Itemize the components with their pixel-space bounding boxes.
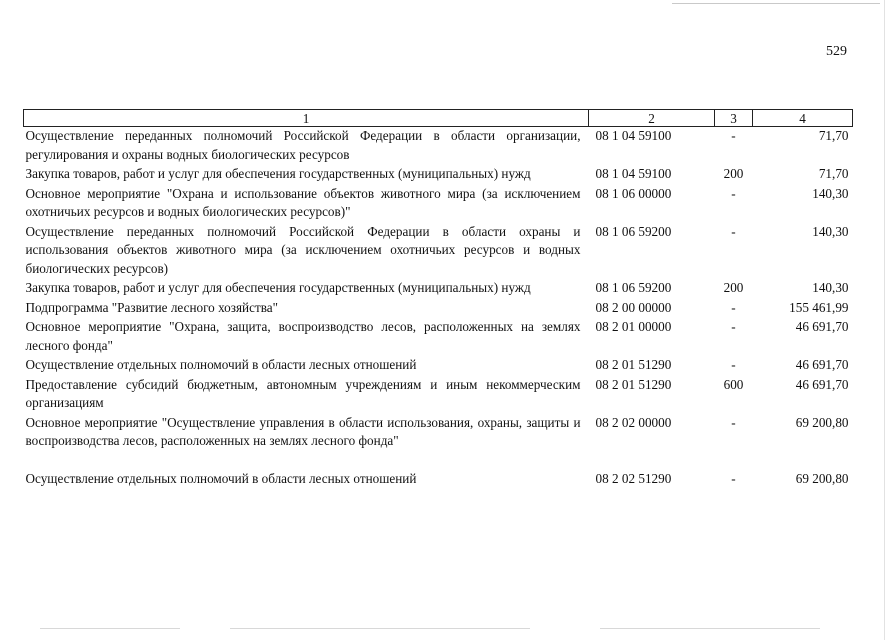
- table-row: [24, 414, 853, 452]
- row-type: -: [731, 128, 736, 143]
- row-code: 08 1 06 59200: [595, 280, 672, 295]
- row-name: Закупка товаров, работ и услуг для обеспечения государственных (муниципальных) нужд: [25, 166, 531, 181]
- page-number: 529: [826, 44, 847, 59]
- row-type: 600: [723, 376, 744, 392]
- row-sum: 155 461,99: [789, 299, 849, 315]
- table-row: [24, 223, 853, 280]
- budget-table: [23, 109, 853, 489]
- row-sum: 140,30: [812, 223, 849, 239]
- row-code: 08 2 02 51290: [595, 470, 672, 486]
- row-name: Основное мероприятие "Осуществление управления в области использования, охраны, защиты и воспроизводства лесов, расположенных на землях лесного фонда": [25, 414, 581, 448]
- row-type: 200: [723, 166, 744, 181]
- row-name: Осуществление переданных полномочий Российской Федерации в области организации, регулирования и охраны водных биологических ресурсов: [25, 128, 581, 162]
- row-name: Основное мероприятие "Охрана, защита, воспроизводство лесов, расположенных на землях лесного фонда": [25, 319, 581, 353]
- scan-noise: [40, 628, 180, 629]
- table-row: [24, 279, 853, 299]
- table-row: [24, 127, 853, 166]
- row-name: Осуществление отдельных полномочий в области лесных отношений: [25, 357, 417, 372]
- row-code: 08 1 04 59100: [595, 128, 672, 143]
- column-header-type: 3: [715, 110, 753, 127]
- row-code: 08 2 02 00000: [595, 414, 672, 430]
- table-row: [24, 185, 853, 223]
- table-row: [24, 165, 853, 185]
- table-row: [24, 299, 853, 319]
- row-name: Закупка товаров, работ и услуг для обеспечения государственных (муниципальных) нужд: [25, 280, 531, 295]
- row-name: Осуществление отдельных полномочий в области лесных отношений: [25, 470, 417, 486]
- column-header-name: 1: [24, 110, 589, 127]
- row-code: 08 2 01 51290: [595, 357, 672, 372]
- row-name: Подпрограмма "Развитие лесного хозяйства": [25, 299, 278, 315]
- row-type: -: [731, 357, 736, 372]
- scan-artifact-line: [672, 3, 880, 4]
- row-sum: 46 691,70: [795, 357, 849, 372]
- column-header-code: 2: [589, 110, 715, 127]
- row-type: -: [731, 414, 736, 430]
- table-header-row: [24, 110, 853, 127]
- table-row: [24, 452, 853, 490]
- table-row: [24, 376, 853, 414]
- row-sum: 46 691,70: [795, 376, 849, 392]
- row-type: -: [731, 319, 736, 334]
- row-sum: 140,30: [812, 280, 849, 295]
- row-sum: 140,30: [812, 185, 849, 201]
- row-sum: 69 200,80: [795, 414, 849, 430]
- row-code: 08 2 01 51290: [595, 376, 672, 392]
- row-type: -: [731, 470, 736, 486]
- row-sum: 69 200,80: [795, 470, 849, 486]
- row-type: -: [731, 223, 736, 239]
- column-header-sum: 4: [753, 110, 853, 127]
- row-code: 08 2 00 00000: [595, 299, 672, 315]
- table-row: [24, 318, 853, 356]
- row-type: -: [731, 185, 736, 201]
- scan-artifact-edge: [884, 0, 885, 640]
- row-type: 200: [723, 280, 744, 295]
- row-code: 08 2 01 00000: [595, 319, 672, 334]
- row-code: 08 1 04 59100: [595, 166, 672, 181]
- row-name: Осуществление переданных полномочий Российской Федерации в области охраны и использования объектов животного мира (за исключением охотничьих ресурсов и водных биологических ресурсов): [25, 223, 581, 276]
- table-row: [24, 356, 853, 376]
- row-sum: 46 691,70: [795, 319, 849, 334]
- row-name: Основное мероприятие "Охрана и использование объектов животного мира (за исключением охотничьих ресурсов и водных биологических ресурсов)": [25, 185, 581, 219]
- scan-noise: [230, 628, 530, 629]
- row-type: -: [731, 299, 736, 315]
- row-code: 08 1 06 00000: [595, 185, 672, 201]
- row-code: 08 1 06 59200: [595, 223, 672, 239]
- row-name: Предоставление субсидий бюджетным, автономным учреждениям и иным некоммерческим организациям: [25, 376, 581, 410]
- scan-noise: [600, 628, 820, 629]
- row-sum: 71,70: [818, 166, 849, 181]
- row-sum: 71,70: [818, 128, 849, 143]
